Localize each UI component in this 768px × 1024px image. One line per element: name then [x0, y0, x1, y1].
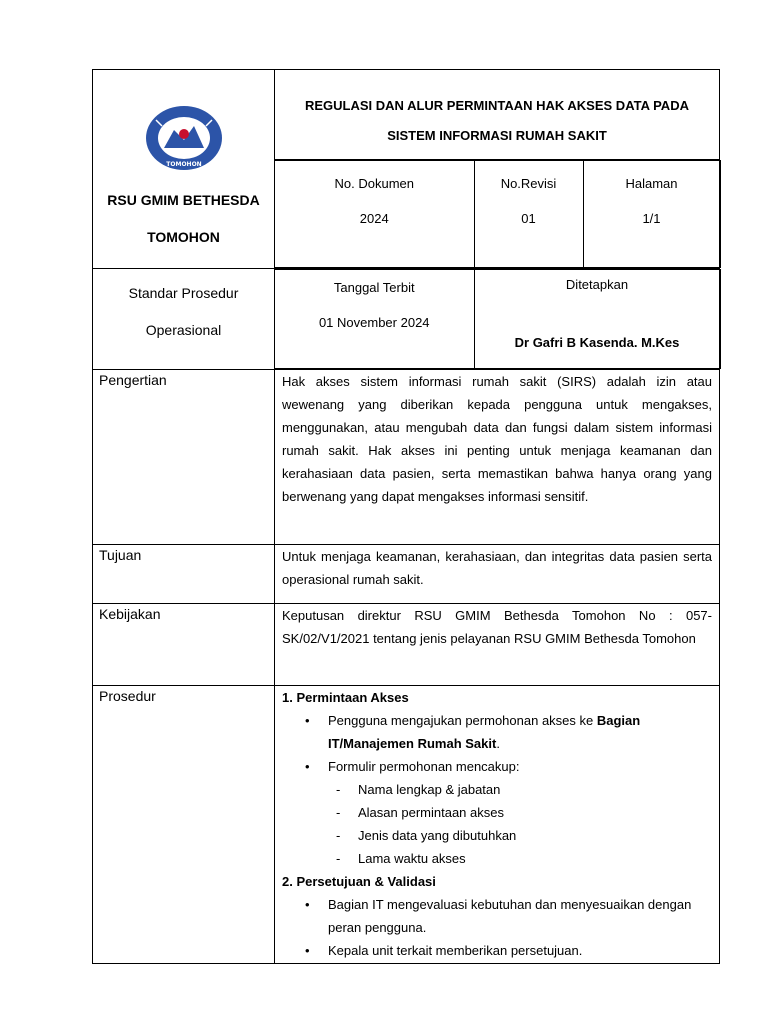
prosedur-content: [275, 686, 720, 964]
list-item: • Kepala unit terkait memberikan persetujuan.: [282, 939, 712, 962]
sop-table: [92, 69, 720, 964]
kebijakan-label: Kebijakan: [93, 604, 275, 686]
tujuan-label: Tujuan: [93, 545, 275, 604]
hospital-cell: [93, 70, 275, 269]
issue-table: [275, 269, 721, 369]
no-dokumen-cell: No. Dokumen 2024: [275, 161, 474, 268]
pengertian-label: Pengertian: [93, 370, 275, 545]
no-revisi-cell: No.Revisi 01: [474, 161, 583, 268]
tujuan-text: Untuk menjaga keamanan, kerahasiaan, dan integritas data pasien serta operasional rumah sakit.: [275, 545, 720, 604]
hospital-logo: [144, 104, 224, 172]
step2-bullets: [282, 893, 712, 962]
issue-block: [275, 269, 720, 370]
list-item: • Bagian IT mengevaluasi kebutuhan dan menyesuaikan dengan peran pengguna.: [282, 893, 712, 939]
step1-bullets: [282, 709, 712, 778]
list-item: - Jenis data yang dibutuhkan: [282, 824, 712, 847]
tanggal-terbit-cell: Tanggal Terbit 01 November 2024: [275, 270, 474, 369]
pengertian-text: Hak akses sistem informasi rumah sakit (SIRS) adalah izin atau wewenang yang diberikan kepada pengguna untuk mengakses, menggunakan, atau mengubah data dan fungsi dalam sistem informasi rumah sakit. Hak akses ini penting untuk menjaga keamanan dan kerahasiaan data pasien, serta memastikan bahwa hanya orang yang berwenang yang dapat mengakses informasi sensitif.: [275, 370, 720, 545]
step1-title: 1. Permintaan Akses: [282, 690, 409, 705]
list-item: - Nama lengkap & jabatan: [282, 778, 712, 801]
halaman-cell: Halaman 1/1: [583, 161, 720, 268]
hospital-name: RSU GMIM BETHESDA TOMOHON: [107, 192, 260, 245]
kebijakan-text: Keputusan direktur RSU GMIM Bethesda Tomohon No : 057-SK/02/V1/2021 tentang jenis pelayanan RSU GMIM Bethesda Tomohon: [275, 604, 720, 686]
list-item: - Alasan permintaan akses: [282, 801, 712, 824]
prosedur-label: Prosedur: [93, 686, 275, 964]
ditetapkan-cell: Ditetapkan Dr Gafri B Kasenda. M.Kes: [474, 270, 720, 369]
sop-label-cell: Standar Prosedur Operasional: [93, 269, 275, 370]
signatory-name: Dr Gafri B Kasenda. M.Kes: [514, 335, 680, 350]
list-item: • Pengguna mengajukan permohonan akses ke Bagian IT/Manajemen Rumah Sakit.: [282, 709, 712, 755]
document-title: REGULASI DAN ALUR PERMINTAAN HAK AKSES DATA PADA SISTEM INFORMASI RUMAH SAKIT: [275, 70, 719, 160]
title-block: [275, 70, 720, 269]
svg-text:TOMOHON: TOMOHON: [165, 161, 202, 168]
step2-title: 2. Persetujuan & Validasi: [282, 874, 436, 889]
doc-meta-table: [275, 160, 721, 268]
list-item: - Lama waktu akses: [282, 847, 712, 870]
step1-subitems: [282, 778, 712, 870]
list-item: • Formulir permohonan mencakup:: [282, 755, 712, 778]
